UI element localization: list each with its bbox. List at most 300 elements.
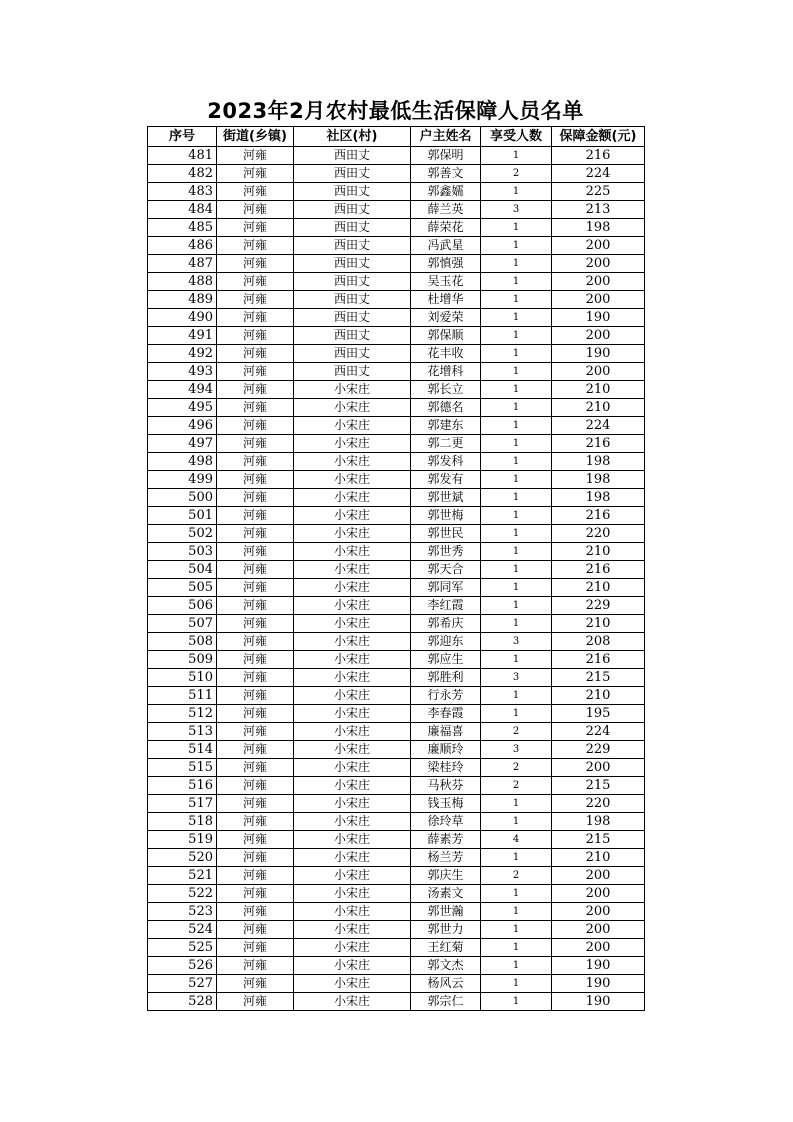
allowance-amount-cell: 198 (552, 813, 645, 831)
header-beneficiary-count: 享受人数 (481, 127, 552, 147)
beneficiary-count-cell: 1 (481, 381, 552, 399)
street-township-cell: 河雍 (217, 525, 294, 543)
community-village-cell: 西田丈 (294, 219, 411, 237)
community-village-cell: 西田丈 (294, 183, 411, 201)
community-village-cell: 小宋庄 (294, 705, 411, 723)
householder-name-cell: 郭世民 (411, 525, 481, 543)
householder-name-cell: 梁桂玲 (411, 759, 481, 777)
community-village-cell: 小宋庄 (294, 687, 411, 705)
allowance-amount-cell: 200 (552, 867, 645, 885)
community-village-cell: 西田丈 (294, 255, 411, 273)
serial-number-cell: 502 (148, 525, 217, 543)
community-village-cell: 西田丈 (294, 309, 411, 327)
community-village-cell: 小宋庄 (294, 939, 411, 957)
householder-name-cell: 徐玲草 (411, 813, 481, 831)
allowance-amount-cell: 210 (552, 543, 645, 561)
allowance-amount-cell: 198 (552, 219, 645, 237)
householder-name-cell: 冯武星 (411, 237, 481, 255)
street-township-cell: 河雍 (217, 561, 294, 579)
allowance-amount-cell: 200 (552, 363, 645, 381)
community-village-cell: 小宋庄 (294, 975, 411, 993)
allowance-amount-cell: 190 (552, 957, 645, 975)
header-householder-name: 户主姓名 (411, 127, 481, 147)
allowance-amount-cell: 210 (552, 849, 645, 867)
community-village-cell: 小宋庄 (294, 453, 411, 471)
allowance-amount-cell: 220 (552, 525, 645, 543)
allowance-amount-cell: 190 (552, 975, 645, 993)
table-row (148, 741, 645, 759)
beneficiary-count-cell: 1 (481, 507, 552, 525)
header-street-township: 街道(乡镇) (217, 127, 294, 147)
beneficiary-count-cell: 3 (481, 669, 552, 687)
community-village-cell: 西田丈 (294, 273, 411, 291)
table-row (148, 183, 645, 201)
community-village-cell: 小宋庄 (294, 399, 411, 417)
table-row (148, 687, 645, 705)
householder-name-cell: 郭世力 (411, 921, 481, 939)
allowance-amount-cell: 224 (552, 417, 645, 435)
beneficiary-count-cell: 1 (481, 921, 552, 939)
table-row (148, 813, 645, 831)
householder-name-cell: 郭保顺 (411, 327, 481, 345)
serial-number-cell: 483 (148, 183, 217, 201)
beneficiary-count-cell: 1 (481, 579, 552, 597)
allowance-amount-cell: 195 (552, 705, 645, 723)
householder-name-cell: 李春霞 (411, 705, 481, 723)
header-serial-number: 序号 (148, 127, 217, 147)
beneficiary-count-cell: 1 (481, 471, 552, 489)
householder-name-cell: 花增科 (411, 363, 481, 381)
serial-number-cell: 526 (148, 957, 217, 975)
beneficiary-count-cell: 1 (481, 705, 552, 723)
community-village-cell: 西田丈 (294, 363, 411, 381)
householder-name-cell: 郭德名 (411, 399, 481, 417)
street-township-cell: 河雍 (217, 291, 294, 309)
allowance-amount-cell: 210 (552, 615, 645, 633)
allowance-amount-cell: 200 (552, 885, 645, 903)
serial-number-cell: 512 (148, 705, 217, 723)
beneficiary-count-cell: 1 (481, 237, 552, 255)
serial-number-cell: 490 (148, 309, 217, 327)
serial-number-cell: 518 (148, 813, 217, 831)
serial-number-cell: 520 (148, 849, 217, 867)
street-township-cell: 河雍 (217, 327, 294, 345)
street-township-cell: 河雍 (217, 741, 294, 759)
table-row (148, 669, 645, 687)
table-row (148, 273, 645, 291)
street-township-cell: 河雍 (217, 273, 294, 291)
community-village-cell: 小宋庄 (294, 867, 411, 885)
serial-number-cell: 500 (148, 489, 217, 507)
beneficiary-count-cell: 1 (481, 345, 552, 363)
householder-name-cell: 杨风云 (411, 975, 481, 993)
community-village-cell: 小宋庄 (294, 921, 411, 939)
table-row (148, 147, 645, 165)
serial-number-cell: 503 (148, 543, 217, 561)
allowance-amount-cell: 200 (552, 903, 645, 921)
table-row (148, 633, 645, 651)
street-township-cell: 河雍 (217, 165, 294, 183)
beneficiary-count-cell: 1 (481, 291, 552, 309)
householder-name-cell: 薛素芳 (411, 831, 481, 849)
table-row (148, 237, 645, 255)
community-village-cell: 西田丈 (294, 345, 411, 363)
householder-name-cell: 钱玉梅 (411, 795, 481, 813)
householder-name-cell: 马秋芬 (411, 777, 481, 795)
serial-number-cell: 525 (148, 939, 217, 957)
beneficiary-count-cell: 1 (481, 453, 552, 471)
beneficiary-count-cell: 3 (481, 633, 552, 651)
street-township-cell: 河雍 (217, 903, 294, 921)
street-township-cell: 河雍 (217, 345, 294, 363)
community-village-cell: 小宋庄 (294, 633, 411, 651)
table-row (148, 435, 645, 453)
serial-number-cell: 506 (148, 597, 217, 615)
serial-number-cell: 493 (148, 363, 217, 381)
allowance-amount-cell: 229 (552, 597, 645, 615)
allowance-amount-cell: 198 (552, 489, 645, 507)
householder-name-cell: 郭迎东 (411, 633, 481, 651)
beneficiary-count-cell: 1 (481, 993, 552, 1011)
street-township-cell: 河雍 (217, 633, 294, 651)
street-township-cell: 河雍 (217, 867, 294, 885)
community-village-cell: 小宋庄 (294, 579, 411, 597)
serial-number-cell: 495 (148, 399, 217, 417)
householder-name-cell: 杜增华 (411, 291, 481, 309)
allowance-amount-cell: 229 (552, 741, 645, 759)
serial-number-cell: 511 (148, 687, 217, 705)
street-township-cell: 河雍 (217, 507, 294, 525)
householder-name-cell: 郭发有 (411, 471, 481, 489)
table-row (148, 417, 645, 435)
serial-number-cell: 484 (148, 201, 217, 219)
table-row (148, 399, 645, 417)
beneficiary-count-cell: 2 (481, 777, 552, 795)
serial-number-cell: 487 (148, 255, 217, 273)
allowance-amount-cell: 200 (552, 921, 645, 939)
table-row (148, 327, 645, 345)
community-village-cell: 西田丈 (294, 165, 411, 183)
beneficiary-count-cell: 1 (481, 255, 552, 273)
serial-number-cell: 514 (148, 741, 217, 759)
table-row (148, 975, 645, 993)
allowance-amount-cell: 200 (552, 939, 645, 957)
beneficiary-count-cell: 3 (481, 741, 552, 759)
serial-number-cell: 497 (148, 435, 217, 453)
street-township-cell: 河雍 (217, 579, 294, 597)
serial-number-cell: 486 (148, 237, 217, 255)
street-township-cell: 河雍 (217, 687, 294, 705)
serial-number-cell: 510 (148, 669, 217, 687)
serial-number-cell: 485 (148, 219, 217, 237)
street-township-cell: 河雍 (217, 723, 294, 741)
beneficiary-count-cell: 1 (481, 597, 552, 615)
allowance-amount-cell: 216 (552, 651, 645, 669)
serial-number-cell: 527 (148, 975, 217, 993)
householder-name-cell: 郭天合 (411, 561, 481, 579)
community-village-cell: 小宋庄 (294, 489, 411, 507)
beneficiary-count-cell: 1 (481, 651, 552, 669)
allowance-amount-cell: 200 (552, 255, 645, 273)
serial-number-cell: 488 (148, 273, 217, 291)
street-township-cell: 河雍 (217, 795, 294, 813)
householder-name-cell: 薛兰英 (411, 201, 481, 219)
serial-number-cell: 509 (148, 651, 217, 669)
householder-name-cell: 郭胜利 (411, 669, 481, 687)
householder-name-cell: 郭善文 (411, 165, 481, 183)
table-row (148, 651, 645, 669)
allowance-amount-cell: 215 (552, 831, 645, 849)
serial-number-cell: 501 (148, 507, 217, 525)
allowance-amount-cell: 216 (552, 561, 645, 579)
street-township-cell: 河雍 (217, 543, 294, 561)
community-village-cell: 小宋庄 (294, 435, 411, 453)
table-row (148, 615, 645, 633)
street-township-cell: 河雍 (217, 219, 294, 237)
street-township-cell: 河雍 (217, 615, 294, 633)
householder-name-cell: 郭世秀 (411, 543, 481, 561)
beneficiary-count-cell: 1 (481, 543, 552, 561)
community-village-cell: 西田丈 (294, 237, 411, 255)
street-township-cell: 河雍 (217, 759, 294, 777)
street-township-cell: 河雍 (217, 417, 294, 435)
beneficiary-count-cell: 2 (481, 723, 552, 741)
householder-name-cell: 汤素文 (411, 885, 481, 903)
beneficiary-count-cell: 1 (481, 327, 552, 345)
community-village-cell: 小宋庄 (294, 885, 411, 903)
street-township-cell: 河雍 (217, 975, 294, 993)
street-township-cell: 河雍 (217, 147, 294, 165)
street-township-cell: 河雍 (217, 453, 294, 471)
community-village-cell: 西田丈 (294, 147, 411, 165)
allowance-amount-cell: 210 (552, 381, 645, 399)
beneficiary-count-cell: 2 (481, 165, 552, 183)
householder-name-cell: 郭文杰 (411, 957, 481, 975)
street-township-cell: 河雍 (217, 255, 294, 273)
community-village-cell: 小宋庄 (294, 777, 411, 795)
beneficiary-count-cell: 2 (481, 867, 552, 885)
table-row (148, 219, 645, 237)
community-village-cell: 小宋庄 (294, 561, 411, 579)
header-community-village: 社区(村) (294, 127, 411, 147)
community-village-cell: 小宋庄 (294, 759, 411, 777)
community-village-cell: 小宋庄 (294, 669, 411, 687)
beneficiary-count-cell: 2 (481, 759, 552, 777)
table-row (148, 723, 645, 741)
householder-name-cell: 郭保明 (411, 147, 481, 165)
householder-name-cell: 花丰收 (411, 345, 481, 363)
table-row (148, 921, 645, 939)
serial-number-cell: 524 (148, 921, 217, 939)
street-township-cell: 河雍 (217, 183, 294, 201)
street-township-cell: 河雍 (217, 435, 294, 453)
table-row (148, 309, 645, 327)
beneficiary-count-cell: 1 (481, 363, 552, 381)
householder-name-cell: 郭庆生 (411, 867, 481, 885)
beneficiary-count-cell: 1 (481, 525, 552, 543)
serial-number-cell: 513 (148, 723, 217, 741)
community-village-cell: 小宋庄 (294, 543, 411, 561)
allowance-amount-cell: 208 (552, 633, 645, 651)
table-row (148, 597, 645, 615)
beneficiary-table (147, 126, 645, 1011)
allowance-amount-cell: 198 (552, 471, 645, 489)
table-row (148, 507, 645, 525)
beneficiary-count-cell: 1 (481, 561, 552, 579)
allowance-amount-cell: 210 (552, 579, 645, 597)
householder-name-cell: 郭同军 (411, 579, 481, 597)
table-row (148, 903, 645, 921)
community-village-cell: 小宋庄 (294, 957, 411, 975)
header-row (148, 127, 645, 147)
serial-number-cell: 489 (148, 291, 217, 309)
beneficiary-count-cell: 1 (481, 795, 552, 813)
allowance-amount-cell: 215 (552, 669, 645, 687)
serial-number-cell: 507 (148, 615, 217, 633)
street-township-cell: 河雍 (217, 237, 294, 255)
street-township-cell: 河雍 (217, 669, 294, 687)
beneficiary-count-cell: 4 (481, 831, 552, 849)
allowance-amount-cell: 216 (552, 435, 645, 453)
beneficiary-count-cell: 1 (481, 309, 552, 327)
table-row (148, 831, 645, 849)
householder-name-cell: 杨兰芳 (411, 849, 481, 867)
serial-number-cell: 515 (148, 759, 217, 777)
beneficiary-count-cell: 1 (481, 849, 552, 867)
table-row (148, 381, 645, 399)
serial-number-cell: 499 (148, 471, 217, 489)
community-village-cell: 小宋庄 (294, 597, 411, 615)
street-township-cell: 河雍 (217, 363, 294, 381)
street-township-cell: 河雍 (217, 831, 294, 849)
table-row (148, 201, 645, 219)
allowance-amount-cell: 225 (552, 183, 645, 201)
table-row (148, 939, 645, 957)
serial-number-cell: 516 (148, 777, 217, 795)
beneficiary-count-cell: 1 (481, 615, 552, 633)
street-township-cell: 河雍 (217, 399, 294, 417)
table-row (148, 345, 645, 363)
table-row (148, 471, 645, 489)
community-village-cell: 小宋庄 (294, 615, 411, 633)
table-row (148, 525, 645, 543)
street-township-cell: 河雍 (217, 921, 294, 939)
table-row (148, 363, 645, 381)
community-village-cell: 西田丈 (294, 327, 411, 345)
street-township-cell: 河雍 (217, 705, 294, 723)
community-village-cell: 小宋庄 (294, 507, 411, 525)
community-village-cell: 小宋庄 (294, 417, 411, 435)
householder-name-cell: 刘爱荣 (411, 309, 481, 327)
allowance-amount-cell: 220 (552, 795, 645, 813)
street-township-cell: 河雍 (217, 849, 294, 867)
community-village-cell: 小宋庄 (294, 651, 411, 669)
beneficiary-count-cell: 1 (481, 147, 552, 165)
street-township-cell: 河雍 (217, 381, 294, 399)
householder-name-cell: 行永芳 (411, 687, 481, 705)
householder-name-cell: 廉顺玲 (411, 741, 481, 759)
community-village-cell: 小宋庄 (294, 831, 411, 849)
householder-name-cell: 郭应生 (411, 651, 481, 669)
beneficiary-count-cell: 1 (481, 975, 552, 993)
beneficiary-count-cell: 1 (481, 219, 552, 237)
street-township-cell: 河雍 (217, 993, 294, 1011)
table-body (148, 147, 645, 1011)
allowance-amount-cell: 190 (552, 993, 645, 1011)
householder-name-cell: 郭鑫嬬 (411, 183, 481, 201)
serial-number-cell: 481 (148, 147, 217, 165)
community-village-cell: 小宋庄 (294, 471, 411, 489)
allowance-amount-cell: 198 (552, 453, 645, 471)
beneficiary-count-cell: 1 (481, 183, 552, 201)
table-row (148, 759, 645, 777)
street-township-cell: 河雍 (217, 651, 294, 669)
street-township-cell: 河雍 (217, 471, 294, 489)
beneficiary-count-cell: 1 (481, 903, 552, 921)
community-village-cell: 小宋庄 (294, 849, 411, 867)
table-row (148, 957, 645, 975)
street-township-cell: 河雍 (217, 939, 294, 957)
document-title: 2023年2月农村最低生活保障人员名单 (207, 99, 584, 123)
street-township-cell: 河雍 (217, 489, 294, 507)
table-row (148, 579, 645, 597)
street-township-cell: 河雍 (217, 597, 294, 615)
community-village-cell: 小宋庄 (294, 381, 411, 399)
community-village-cell: 小宋庄 (294, 723, 411, 741)
householder-name-cell: 廉福喜 (411, 723, 481, 741)
beneficiary-count-cell: 1 (481, 813, 552, 831)
householder-name-cell: 郭世斌 (411, 489, 481, 507)
street-township-cell: 河雍 (217, 813, 294, 831)
serial-number-cell: 523 (148, 903, 217, 921)
table-row (148, 705, 645, 723)
allowance-amount-cell: 210 (552, 399, 645, 417)
table-row (148, 165, 645, 183)
beneficiary-count-cell: 3 (481, 201, 552, 219)
beneficiary-count-cell: 1 (481, 939, 552, 957)
serial-number-cell: 496 (148, 417, 217, 435)
street-township-cell: 河雍 (217, 957, 294, 975)
serial-number-cell: 522 (148, 885, 217, 903)
table-row (148, 489, 645, 507)
allowance-amount-cell: 200 (552, 291, 645, 309)
table-row (148, 777, 645, 795)
street-township-cell: 河雍 (217, 201, 294, 219)
serial-number-cell: 521 (148, 867, 217, 885)
beneficiary-count-cell: 1 (481, 957, 552, 975)
serial-number-cell: 494 (148, 381, 217, 399)
householder-name-cell: 郭二更 (411, 435, 481, 453)
allowance-amount-cell: 200 (552, 237, 645, 255)
table-row (148, 291, 645, 309)
beneficiary-count-cell: 1 (481, 885, 552, 903)
street-township-cell: 河雍 (217, 885, 294, 903)
householder-name-cell: 王红菊 (411, 939, 481, 957)
allowance-amount-cell: 190 (552, 345, 645, 363)
allowance-amount-cell: 190 (552, 309, 645, 327)
header-allowance-amount: 保障金额(元) (552, 127, 645, 147)
community-village-cell: 小宋庄 (294, 741, 411, 759)
community-village-cell: 小宋庄 (294, 903, 411, 921)
street-township-cell: 河雍 (217, 309, 294, 327)
serial-number-cell: 504 (148, 561, 217, 579)
householder-name-cell: 吴玉花 (411, 273, 481, 291)
table-row (148, 849, 645, 867)
table-row (148, 543, 645, 561)
community-village-cell: 西田丈 (294, 291, 411, 309)
householder-name-cell: 郭慎强 (411, 255, 481, 273)
allowance-amount-cell: 215 (552, 777, 645, 795)
